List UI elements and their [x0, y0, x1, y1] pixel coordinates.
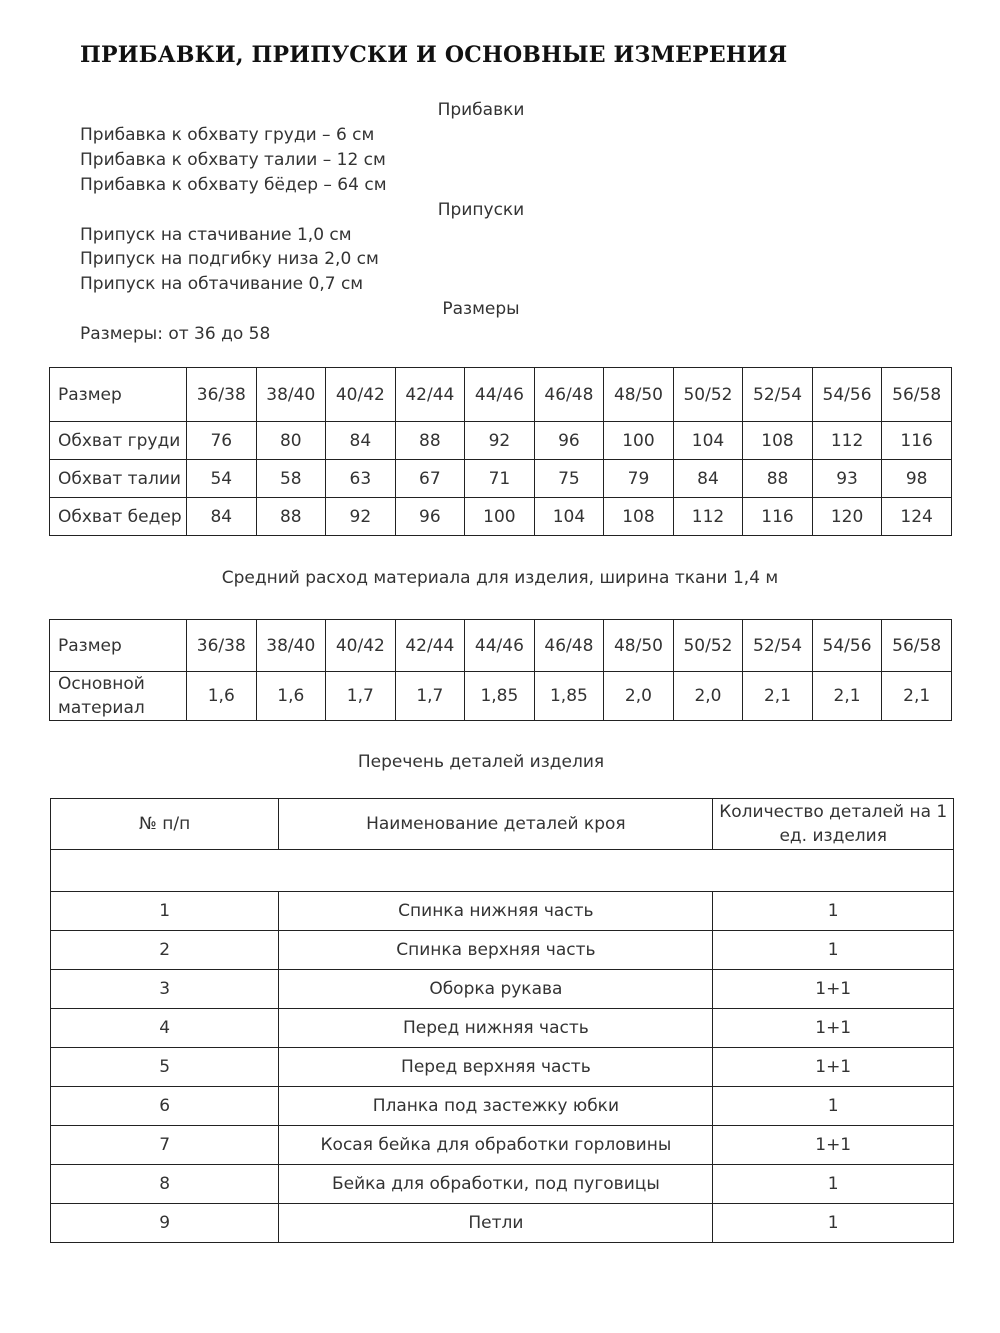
- sizes-heading: Размеры: [442, 299, 520, 319]
- table-row: [50, 498, 952, 536]
- table-cell: 98: [882, 460, 952, 498]
- measurements-table: [49, 367, 952, 536]
- part-number: 5: [51, 1048, 279, 1087]
- part-name: Оборка рукава: [279, 970, 713, 1009]
- header-cell: 50/52: [673, 620, 743, 672]
- table-cell: 1,7: [326, 672, 396, 721]
- table-cell: 92: [465, 422, 535, 460]
- consumption-table: [49, 619, 952, 721]
- header-cell: 36/38: [187, 368, 257, 422]
- row-label-line: материал: [58, 698, 145, 718]
- table-cell: 88: [256, 498, 326, 536]
- part-quantity: 1+1: [713, 1048, 954, 1087]
- part-name: Перед нижняя часть: [279, 1009, 713, 1048]
- table-cell: 108: [743, 422, 813, 460]
- table-row: [51, 970, 954, 1009]
- header-cell-name: Наименование деталей кроя: [279, 799, 713, 850]
- sizes-range: Размеры: от 36 до 58: [80, 324, 271, 344]
- table-row: [50, 422, 952, 460]
- header-cell: 52/54: [743, 368, 813, 422]
- table-cell: 112: [812, 422, 882, 460]
- header-cell: 46/48: [534, 620, 604, 672]
- table-cell: 124: [882, 498, 952, 536]
- header-cell: 56/58: [882, 620, 952, 672]
- table-cell: 96: [534, 422, 604, 460]
- table-cell: 116: [882, 422, 952, 460]
- table-cell: 63: [326, 460, 396, 498]
- consumption-caption: Средний расход материала для изделия, ширина ткани 1,4 м: [221, 568, 779, 588]
- header-cell: 50/52: [673, 368, 743, 422]
- table-cell: 92: [326, 498, 396, 536]
- allowance-waist: Прибавка к обхвату талии – 12 см: [80, 150, 386, 170]
- table-row: [51, 1048, 954, 1087]
- part-name: Косая бейка для обработки горловины: [279, 1126, 713, 1165]
- table-row: [51, 1009, 954, 1048]
- table-cell: 1,6: [187, 672, 257, 721]
- header-cell-number: № п/п: [51, 799, 279, 850]
- allowance-chest: Прибавка к обхвату груди – 6 см: [80, 125, 375, 145]
- header-cell: 54/56: [812, 368, 882, 422]
- part-number: 3: [51, 970, 279, 1009]
- part-quantity: 1+1: [713, 970, 954, 1009]
- table-cell: 79: [604, 460, 674, 498]
- table-cell: 1,85: [465, 672, 535, 721]
- table-cell: 71: [465, 460, 535, 498]
- header-cell: 46/48: [534, 368, 604, 422]
- row-label: Обхват бедер: [50, 498, 187, 536]
- header-cell: Размер: [50, 368, 187, 422]
- header-cell: 52/54: [743, 620, 813, 672]
- table-cell: 75: [534, 460, 604, 498]
- header-cell: 40/42: [326, 620, 396, 672]
- part-number: 4: [51, 1009, 279, 1048]
- table-cell: 88: [743, 460, 813, 498]
- part-name: Петли: [279, 1204, 713, 1243]
- header-cell: 38/40: [256, 620, 326, 672]
- page-title: ПРИБАВКИ, ПРИПУСКИ И ОСНОВНЫЕ ИЗМЕРЕНИЯ: [80, 42, 788, 68]
- header-cell: 36/38: [187, 620, 257, 672]
- table-cell: 104: [673, 422, 743, 460]
- part-name: Бейка для обработки, под пуговицы: [279, 1165, 713, 1204]
- header-cell: 38/40: [256, 368, 326, 422]
- table-cell: 104: [534, 498, 604, 536]
- table-header-row: [50, 620, 952, 672]
- table-cell: 116: [743, 498, 813, 536]
- header-cell: 56/58: [882, 368, 952, 422]
- blank-row: [51, 850, 954, 892]
- table-cell: 2,1: [812, 672, 882, 721]
- table-cell: 100: [465, 498, 535, 536]
- part-number: 2: [51, 931, 279, 970]
- header-cell: Размер: [50, 620, 187, 672]
- parts-table: [50, 798, 954, 1243]
- header-cell-quantity: [713, 799, 954, 850]
- table-cell: 1,6: [256, 672, 326, 721]
- header-cell: 48/50: [604, 368, 674, 422]
- header-cell: 44/46: [465, 368, 535, 422]
- table-cell: 67: [395, 460, 465, 498]
- table-header-row: [50, 368, 952, 422]
- header-line: ед. изделия: [779, 826, 887, 846]
- part-quantity: 1: [713, 892, 954, 931]
- table-cell: 88: [395, 422, 465, 460]
- table-cell: 93: [812, 460, 882, 498]
- table-cell: 2,1: [882, 672, 952, 721]
- table-cell: 1,85: [534, 672, 604, 721]
- part-name: Перед верхняя часть: [279, 1048, 713, 1087]
- part-quantity: 1+1: [713, 1126, 954, 1165]
- allowances-heading: Прибавки: [437, 100, 525, 120]
- row-label: Обхват груди: [50, 422, 187, 460]
- header-line: Количество деталей на 1: [719, 802, 948, 822]
- table-cell: 80: [256, 422, 326, 460]
- table-cell: 2,1: [743, 672, 813, 721]
- table-row: [51, 1204, 954, 1243]
- header-cell: 42/44: [395, 368, 465, 422]
- table-cell: 54: [187, 460, 257, 498]
- part-number: 6: [51, 1087, 279, 1126]
- part-name: Спинка верхняя часть: [279, 931, 713, 970]
- table-row: [51, 1126, 954, 1165]
- header-cell: 40/42: [326, 368, 396, 422]
- table-cell: 112: [673, 498, 743, 536]
- part-name: Планка под застежку юбки: [279, 1087, 713, 1126]
- table-cell: 76: [187, 422, 257, 460]
- part-number: 9: [51, 1204, 279, 1243]
- part-name: Спинка нижняя часть: [279, 892, 713, 931]
- seam-hem: Припуск на подгибку низа 2,0 см: [80, 249, 379, 269]
- table-cell: 108: [604, 498, 674, 536]
- seam-facing: Припуск на обтачивание 0,7 см: [80, 274, 364, 294]
- part-number: 1: [51, 892, 279, 931]
- table-cell: 2,0: [604, 672, 674, 721]
- table-cell: 120: [812, 498, 882, 536]
- part-quantity: 1: [713, 1087, 954, 1126]
- allowance-hips: Прибавка к обхвату бёдер – 64 см: [80, 175, 387, 195]
- table-row: [50, 460, 952, 498]
- part-quantity: 1+1: [713, 1009, 954, 1048]
- row-label: [50, 672, 187, 721]
- table-row: [50, 672, 952, 721]
- blank-cell: [51, 850, 954, 892]
- table-header-row: [51, 799, 954, 850]
- table-row: [51, 1165, 954, 1204]
- table-row: [51, 931, 954, 970]
- part-number: 7: [51, 1126, 279, 1165]
- table-cell: 84: [673, 460, 743, 498]
- table-cell: 96: [395, 498, 465, 536]
- table-cell: 100: [604, 422, 674, 460]
- row-label-line: Основной: [58, 674, 145, 694]
- table-cell: 84: [326, 422, 396, 460]
- row-label: Обхват талии: [50, 460, 187, 498]
- header-cell: 44/46: [465, 620, 535, 672]
- part-number: 8: [51, 1165, 279, 1204]
- parts-caption: Перечень деталей изделия: [357, 752, 605, 772]
- table-cell: 58: [256, 460, 326, 498]
- header-cell: 42/44: [395, 620, 465, 672]
- part-quantity: 1: [713, 931, 954, 970]
- table-cell: 1,7: [395, 672, 465, 721]
- table-cell: 84: [187, 498, 257, 536]
- part-quantity: 1: [713, 1204, 954, 1243]
- header-cell: 54/56: [812, 620, 882, 672]
- seam-stitching: Припуск на стачивание 1,0 см: [80, 225, 352, 245]
- seams-heading: Припуски: [437, 200, 525, 220]
- table-row: [51, 892, 954, 931]
- table-row: [51, 1087, 954, 1126]
- header-cell: 48/50: [604, 620, 674, 672]
- table-cell: 2,0: [673, 672, 743, 721]
- part-quantity: 1: [713, 1165, 954, 1204]
